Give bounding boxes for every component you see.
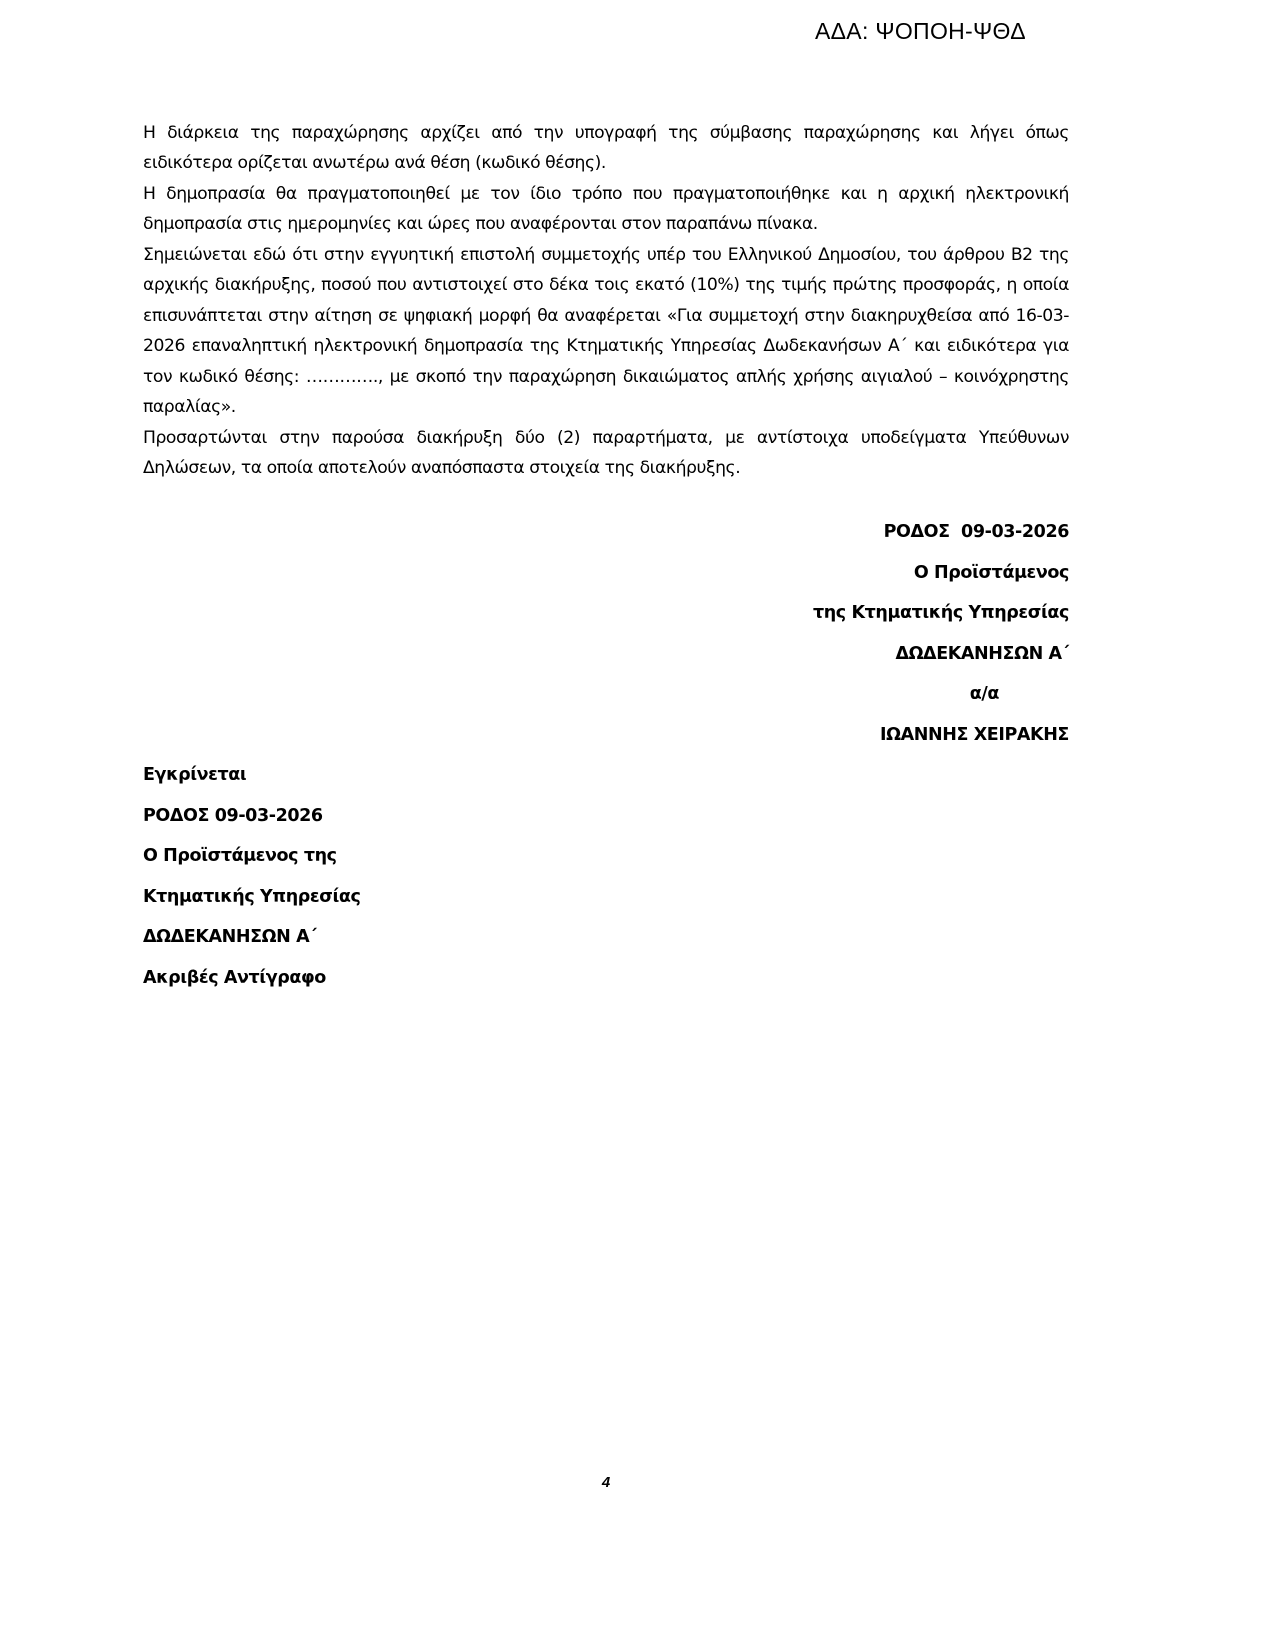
signature-block xyxy=(649,512,1069,756)
ada-identifier: ΑΔΑ: ΨΟΠΟΗ-ΨΘΔ xyxy=(815,18,1026,44)
page-number: 4 xyxy=(601,1474,611,1491)
approval-block xyxy=(143,755,361,999)
signature-title-line3: ΔΩΔΕΚΑΝΗΣΩΝ Α΄ xyxy=(895,643,1069,664)
paragraph-duration: Η διάρκεια της παραχώρησης αρχίζει από την υπογραφή της σύμβασης παραχώρησης και λήγει όπως ειδικότερα ορίζεται ανωτέρω ανά θέση (κωδικό θέσης). xyxy=(143,123,1069,174)
certified-copy-label: Ακριβές Αντίγραφο xyxy=(143,967,326,988)
signature-title-line1: Ο Προϊστάμενος xyxy=(913,562,1069,583)
approval-title-line3: ΔΩΔΕΚΑΝΗΣΩΝ Α΄ xyxy=(143,927,317,948)
approval-title-line2: Κτηματικής Υπηρεσίας xyxy=(143,886,361,907)
document-body xyxy=(143,118,1069,483)
paragraph-annexes: Προσαρτώνται στην παρούσα διακήρυξη δύο (2) παραρτήματα, με αντίστοιχα υποδείγματα Υπεύθυνων Δηλώσεων, τα οποία αποτελούν αναπόσπαστα στοιχεία της διακήρυξης. xyxy=(143,427,1069,478)
paragraph-auction-method: Η δημοπρασία θα πραγματοποιηθεί με τον ίδιο τρόπο που πραγματοποιήθηκε και η αρχική ηλεκτρονική δημοπρασία στις ημερομηνίες και ώρες που αναφέρονται στον παραπάνω πίνακα. xyxy=(143,183,1069,235)
signature-title-line2: της Κτηματικής Υπηρεσίας xyxy=(812,603,1069,624)
paragraph-guarantee-letter: Σημειώνεται εδώ ότι στην εγγυητική επιστολή συμμετοχής υπέρ του Ελληνικού Δημοσίου, του άρθρου Β2 της αρχικής διακήρυξης, ποσού που αντιστοιχεί στο δέκα τοις εκατό (10%) της τιμής πρώτης προσφοράς, η οποία επισυνάπτεται στην αίτηση σε ψηφιακή μορφή θα αναφέρεται «Για συμμετοχή στην διακηρυχθείσα από 16-03-2026 επαναληπτική ηλεκτρονική δημοπρασία της Κτηματικής Υπηρεσίας Δωδεκανήσων Α΄ και ειδικότερα για τον κωδικό θέσης: …………., με σκοπό την παραχώρηση δικαιώματος απλής χρήσης αιγιαλού – κοινόχρηστης παραλίας». xyxy=(143,244,1069,418)
signature-place-date: ΡΟΔΟΣ 09-03-2026 xyxy=(883,522,1069,542)
signatory-name: ΙΩΑΝΝΗΣ ΧΕΙΡΑΚΗΣ xyxy=(879,724,1069,745)
approval-label: Εγκρίνεται xyxy=(143,765,247,785)
signature-on-behalf: α/α xyxy=(969,684,999,705)
approval-title-line1: Ο Προϊστάμενος της xyxy=(143,846,337,867)
approval-place-date: ΡΟΔΟΣ 09-03-2026 xyxy=(143,805,323,826)
